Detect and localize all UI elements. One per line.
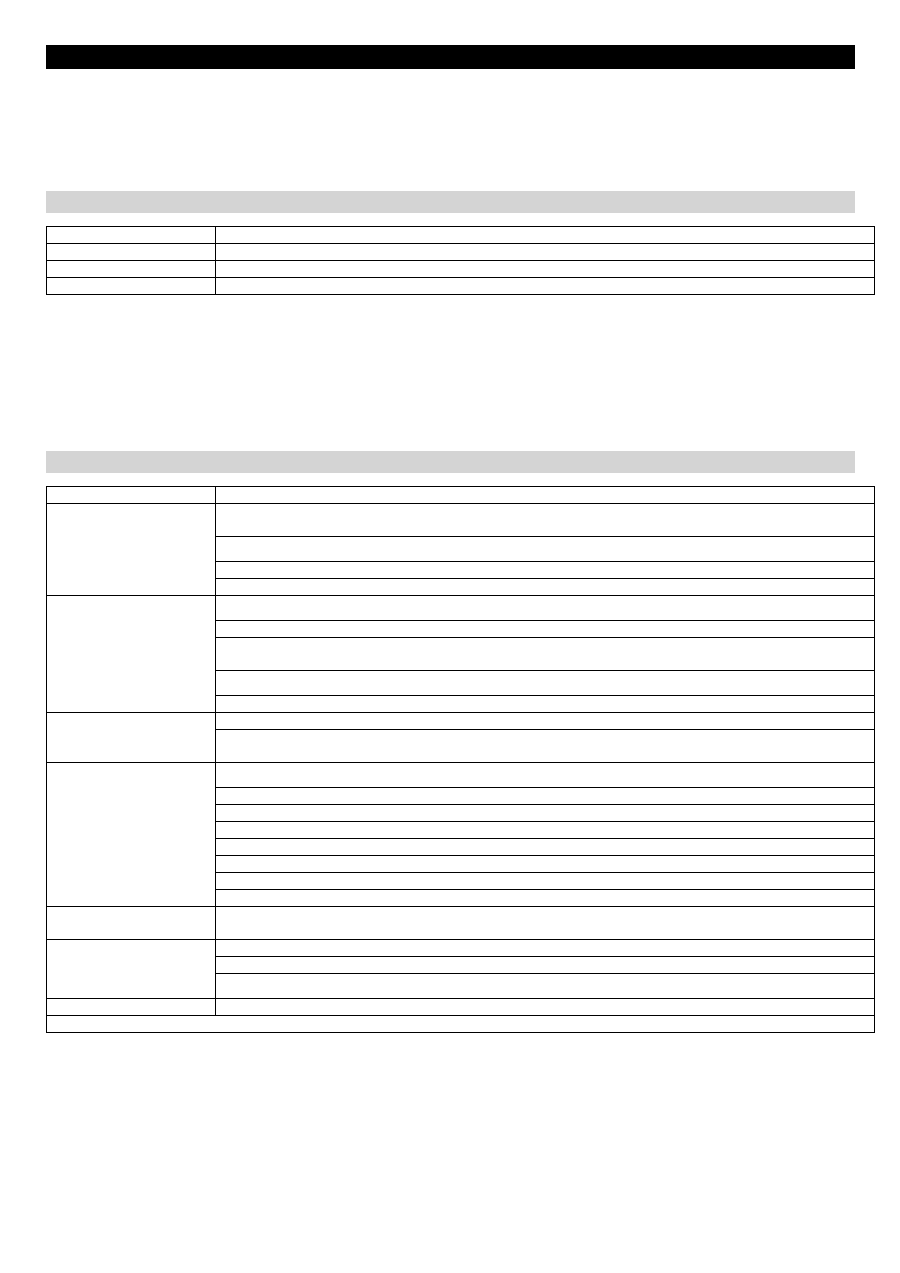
table-cell-label	[47, 596, 216, 713]
table-cell-label	[47, 907, 216, 940]
table-cell-label	[47, 999, 216, 1016]
title-banner	[46, 45, 855, 69]
table-cell-label	[47, 713, 216, 763]
table-row	[47, 999, 875, 1016]
table-cell-value	[216, 537, 875, 562]
table-cell-label	[47, 261, 216, 278]
spec-table-1	[46, 226, 875, 295]
table-cell-value	[216, 907, 875, 940]
table-cell-value	[216, 278, 875, 295]
table-cell-value	[216, 974, 875, 999]
table-cell-label	[47, 278, 216, 295]
table-cell-value	[216, 822, 875, 839]
table-cell-value	[216, 504, 875, 537]
table-row	[47, 487, 875, 504]
table-row	[47, 596, 875, 621]
table-cell-value	[216, 788, 875, 805]
table-cell-value	[216, 487, 875, 504]
table-cell-label	[47, 763, 216, 907]
table-row	[47, 907, 875, 940]
table-cell-value	[216, 596, 875, 621]
table-footer-row	[47, 1016, 875, 1033]
table-cell-label	[47, 487, 216, 504]
table-row	[47, 940, 875, 957]
table-cell-value	[216, 890, 875, 907]
table-row	[47, 244, 875, 261]
table-cell-value	[216, 713, 875, 730]
table-cell-value	[216, 730, 875, 763]
table-cell-value	[216, 579, 875, 596]
table-row	[47, 261, 875, 278]
table-cell-value	[216, 261, 875, 278]
table-cell-value	[216, 696, 875, 713]
table-cell-value	[216, 763, 875, 788]
table-cell-value	[216, 671, 875, 696]
table-cell-value	[216, 856, 875, 873]
table-cell-value	[216, 957, 875, 974]
table-cell-label	[47, 940, 216, 999]
table-cell-value	[216, 999, 875, 1016]
table-cell-value	[216, 839, 875, 856]
section-heading-bar-1	[46, 191, 855, 213]
table-row	[47, 763, 875, 788]
table-cell-value	[216, 244, 875, 261]
table-cell-label	[47, 504, 216, 596]
table-row	[47, 227, 875, 244]
spec-table-2	[46, 486, 875, 1033]
table-cell-value	[216, 562, 875, 579]
section-heading-bar-2	[46, 451, 855, 473]
table-row	[47, 504, 875, 537]
table-cell-value	[216, 638, 875, 671]
table-cell-value	[216, 805, 875, 822]
table-cell-label	[47, 227, 216, 244]
table-cell-value	[216, 621, 875, 638]
table-cell-label	[47, 244, 216, 261]
table-cell-value	[216, 227, 875, 244]
table-row	[47, 713, 875, 730]
table-row	[47, 278, 875, 295]
table-cell-footer	[47, 1016, 875, 1033]
table-cell-value	[216, 873, 875, 890]
table-cell-value	[216, 940, 875, 957]
